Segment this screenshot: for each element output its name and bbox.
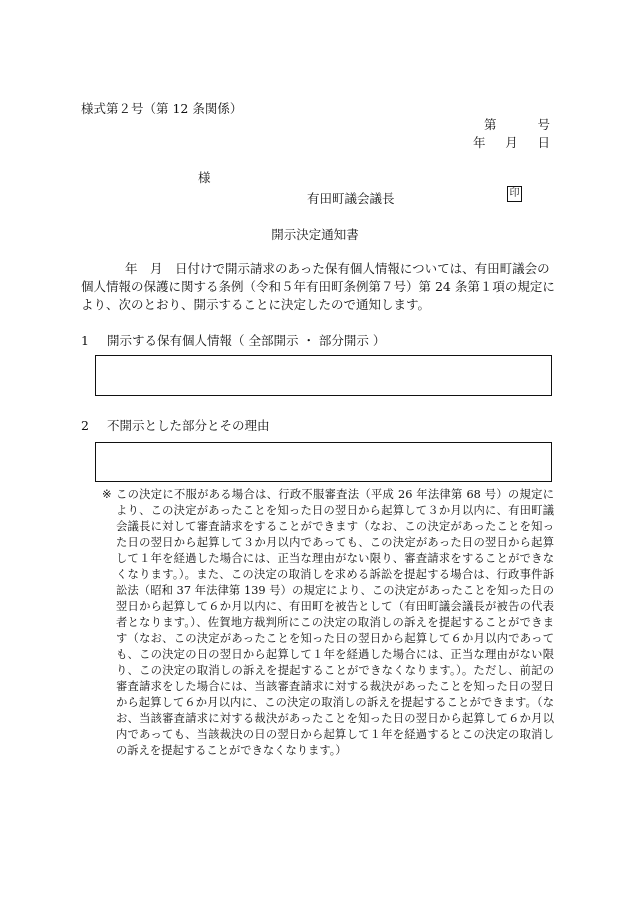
section-2-label: 不開示とした部分とその理由 (107, 418, 270, 433)
section-2-heading (81, 416, 270, 434)
seal-stamp: 印 (507, 186, 522, 202)
section-1-number: 1 (81, 333, 89, 348)
sender-name: 有田町議会議長 (307, 191, 395, 206)
document-title: 開示決定通知書 (271, 227, 359, 242)
note-text: この決定に不服がある場合は、行政不服審査法（平成 26 年法律第 68 号）の規定により、この決定があったことを知った日の翌日から起算して３か月以内に、有田町議会議長に対して審査請求をすることができます（なお、この決定があったことを知った日の翌日から起算して３か月以内であっても、この決定があった日の翌日から起算して１年を経過した場合には、正当な理由がない限り、審査請求をすることができなくなります。）。また、この決定の取消しを求める訴訟を提起する場合は、行政事件訴訟法（昭和 37 年法律第 139 号）の規定により、この決定があったことを知った日の翌日から起算して６か月以内に、有田町を被告として（有田町議会議長が被告の代表者となります。）、佐賀地方裁判所にこの決定の取消しの訴えを提起することができます（なお、この決定があったことを知った日の翌日から起算して６か月以内であっても、この決定の日の翌日から起算して１年を経過した場合には、正当な理由がない限り、この決定の取消しの訴えを提起することができなくなります。）。ただし、前記の審査請求をした場合には、当該審査請求に対する裁決があったことを知った日の翌日から起算して６か月以内に、この決定の取消しの訴えを提起することができます。（なお、当該審査請求に対する裁決があったことを知った日の翌日から起算して６か月以内であっても、当該裁決の日の翌日から起算して１年を経過するとこの決定の取消しの訴えを提起することができなくなります。） (116, 488, 554, 757)
form-label: 様式第２号（第 12 条関係） (81, 101, 243, 116)
section-2-entry-box[interactable] (95, 442, 552, 482)
document-date (473, 133, 550, 151)
section-1-heading (81, 331, 385, 349)
section-1-label: 開示する保有個人情報（ 全部開示 ・ 部分開示 ） (107, 333, 386, 348)
section-2-number: 2 (81, 418, 89, 433)
number-suffix: 号 (537, 117, 550, 132)
note-mark: ※ (102, 488, 112, 501)
section-1-entry-box[interactable] (95, 355, 552, 396)
document-number (484, 115, 550, 133)
date-year: 年 (473, 135, 486, 150)
body-paragraph: 年 月 日付けで開示請求のあった保有個人情報については、有田町議会の個人情報の保護に関する条例（令和５年有田町条例第７号）第 24 条第１項の規定により、次のとおり、開示することに決定したので通知します。 (81, 261, 555, 312)
date-month: 月 (505, 135, 518, 150)
number-prefix: 第 (484, 117, 497, 132)
date-day: 日 (537, 135, 550, 150)
recipient-suffix: 様 (198, 170, 211, 185)
appeal-note (102, 487, 554, 759)
